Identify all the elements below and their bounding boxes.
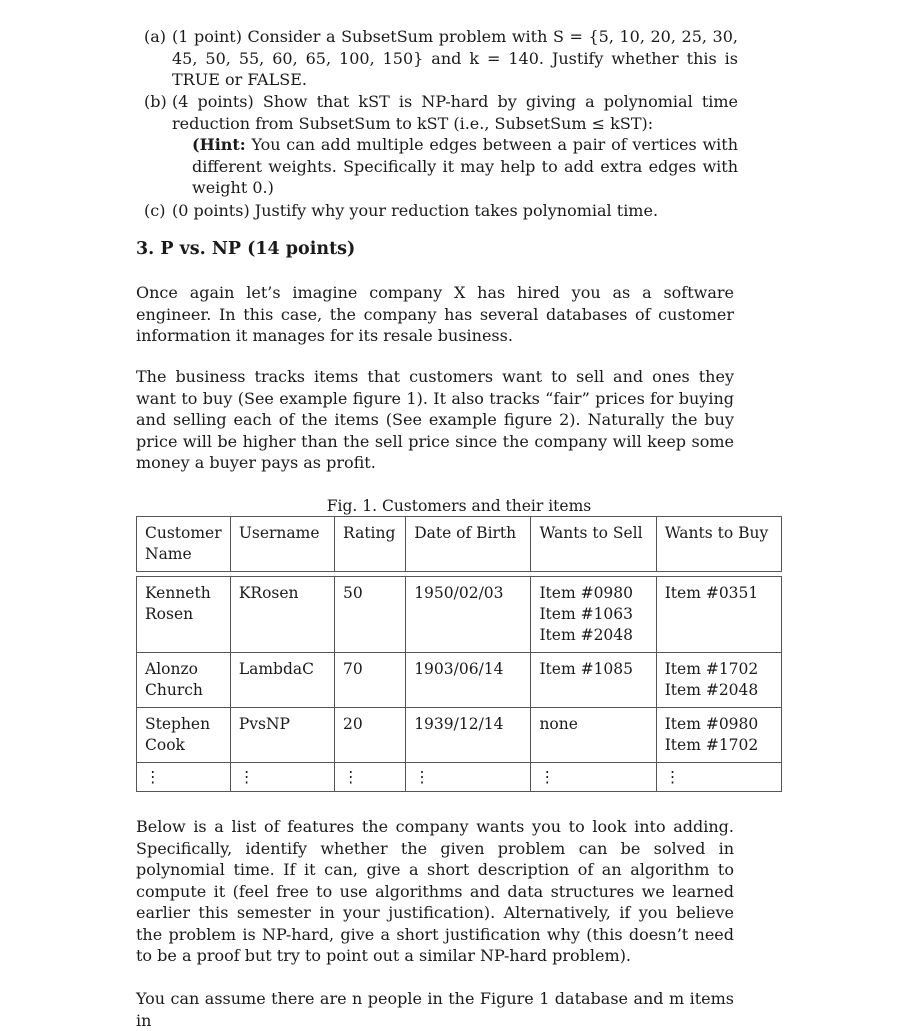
cell-wants-to-buy: Item #0980 Item #1702: [656, 708, 781, 763]
cell-username: KRosen: [230, 577, 334, 653]
cell-customer-name: Alonzo Church: [137, 653, 231, 708]
ellipsis-cell: ⋮: [656, 763, 781, 792]
hint-text: You can add multiple edges between a pair of vertices with different weights. Specifically it may help to add extra edges with weight 0.): [192, 135, 738, 197]
paragraph-features: Below is a list of features the company wants you to look into adding. Specifically, identify whether the given problem can be solved in polynomial time. If it can, give a short description of an algorithm to compute it (feel free to use algorithms and data structures we learned earlier this semester in your justification). Alternatively, if you believe the problem is NP-hard, give a short justification why (this doesn’t need to be a proof but try to point out a similar NP-hard problem).: [136, 817, 734, 965]
part-a: [144, 26, 738, 91]
header-customer-name: Customer Name: [137, 517, 231, 572]
hint-block: [172, 134, 738, 199]
part-a-text: (1 point) Consider a SubsetSum problem with S = {5, 10, 20, 25, 30, 45, 50, 55, 60, 65, 100, 150} and k = 140. Justify whether this is TRUE or FALSE.: [172, 27, 738, 89]
table-header-row: [137, 517, 782, 572]
cell-username: PvsNP: [230, 708, 334, 763]
part-c-text: (0 points) Justify why your reduction takes polynomial time.: [172, 201, 659, 220]
ellipsis-cell: ⋮: [137, 763, 231, 792]
hint-label: (Hint:: [192, 135, 246, 154]
cell-rating: 20: [335, 708, 406, 763]
cell-username: LambdaC: [230, 653, 334, 708]
cell-wants-to-buy: Item #0351: [656, 577, 781, 653]
paragraph-assumption: You can assume there are n people in the Figure 1 database and m items in: [136, 989, 734, 1030]
header-username: Username: [230, 517, 334, 572]
header-date-of-birth: Date of Birth: [406, 517, 531, 572]
ellipsis-cell: ⋮: [230, 763, 334, 792]
paragraph-business: The business tracks items that customers want to sell and ones they want to buy (See example figure 1). It also tracks “fair” prices for buying and selling each of the items (See example figure 2). Naturally the buy price will be higher than the sell price since the company will keep some money a buyer pays as profit.: [136, 367, 734, 472]
paragraph-intro: Once again let’s imagine company X has hired you as a software engineer. In this case, the company has several databases of customer information it manages for its resale business.: [136, 283, 734, 345]
customers-table: [136, 516, 782, 792]
cell-date-of-birth: 1950/02/03: [406, 577, 531, 653]
ellipsis-cell: ⋮: [531, 763, 656, 792]
cell-date-of-birth: 1903/06/14: [406, 653, 531, 708]
cell-wants-to-sell: Item #0980 Item #1063 Item #2048: [531, 577, 656, 653]
part-c-tag: (c): [144, 201, 166, 220]
table-row: [137, 708, 782, 763]
cell-customer-name: Kenneth Rosen: [137, 577, 231, 653]
header-wants-to-sell: Wants to Sell: [531, 517, 656, 572]
header-wants-to-buy: Wants to Buy: [656, 517, 781, 572]
cell-date-of-birth: 1939/12/14: [406, 708, 531, 763]
cell-rating: 70: [335, 653, 406, 708]
ellipsis-cell: ⋮: [335, 763, 406, 792]
cell-wants-to-sell: none: [531, 708, 656, 763]
cell-wants-to-sell: Item #1085: [531, 653, 656, 708]
part-b-tag: (b): [144, 92, 167, 111]
ellipsis-cell: ⋮: [406, 763, 531, 792]
table-row: [137, 653, 782, 708]
section-title: 3. P vs. NP (14 points): [136, 239, 356, 259]
cell-customer-name: Stephen Cook: [137, 708, 231, 763]
part-c: [144, 200, 738, 222]
part-b: [144, 91, 738, 199]
part-b-text: (4 points) Show that kST is NP-hard by giving a polynomial time reduction from SubsetSum to kST (i.e., SubsetSum ≤ kST):: [172, 92, 738, 133]
header-rating: Rating: [335, 517, 406, 572]
cell-rating: 50: [335, 577, 406, 653]
cell-wants-to-buy: Item #1702 Item #2048: [656, 653, 781, 708]
figure-caption: Fig. 1. Customers and their items: [326, 497, 592, 515]
table-row-ellipsis: [137, 763, 782, 792]
table-row: [137, 577, 782, 653]
part-a-tag: (a): [144, 27, 167, 46]
